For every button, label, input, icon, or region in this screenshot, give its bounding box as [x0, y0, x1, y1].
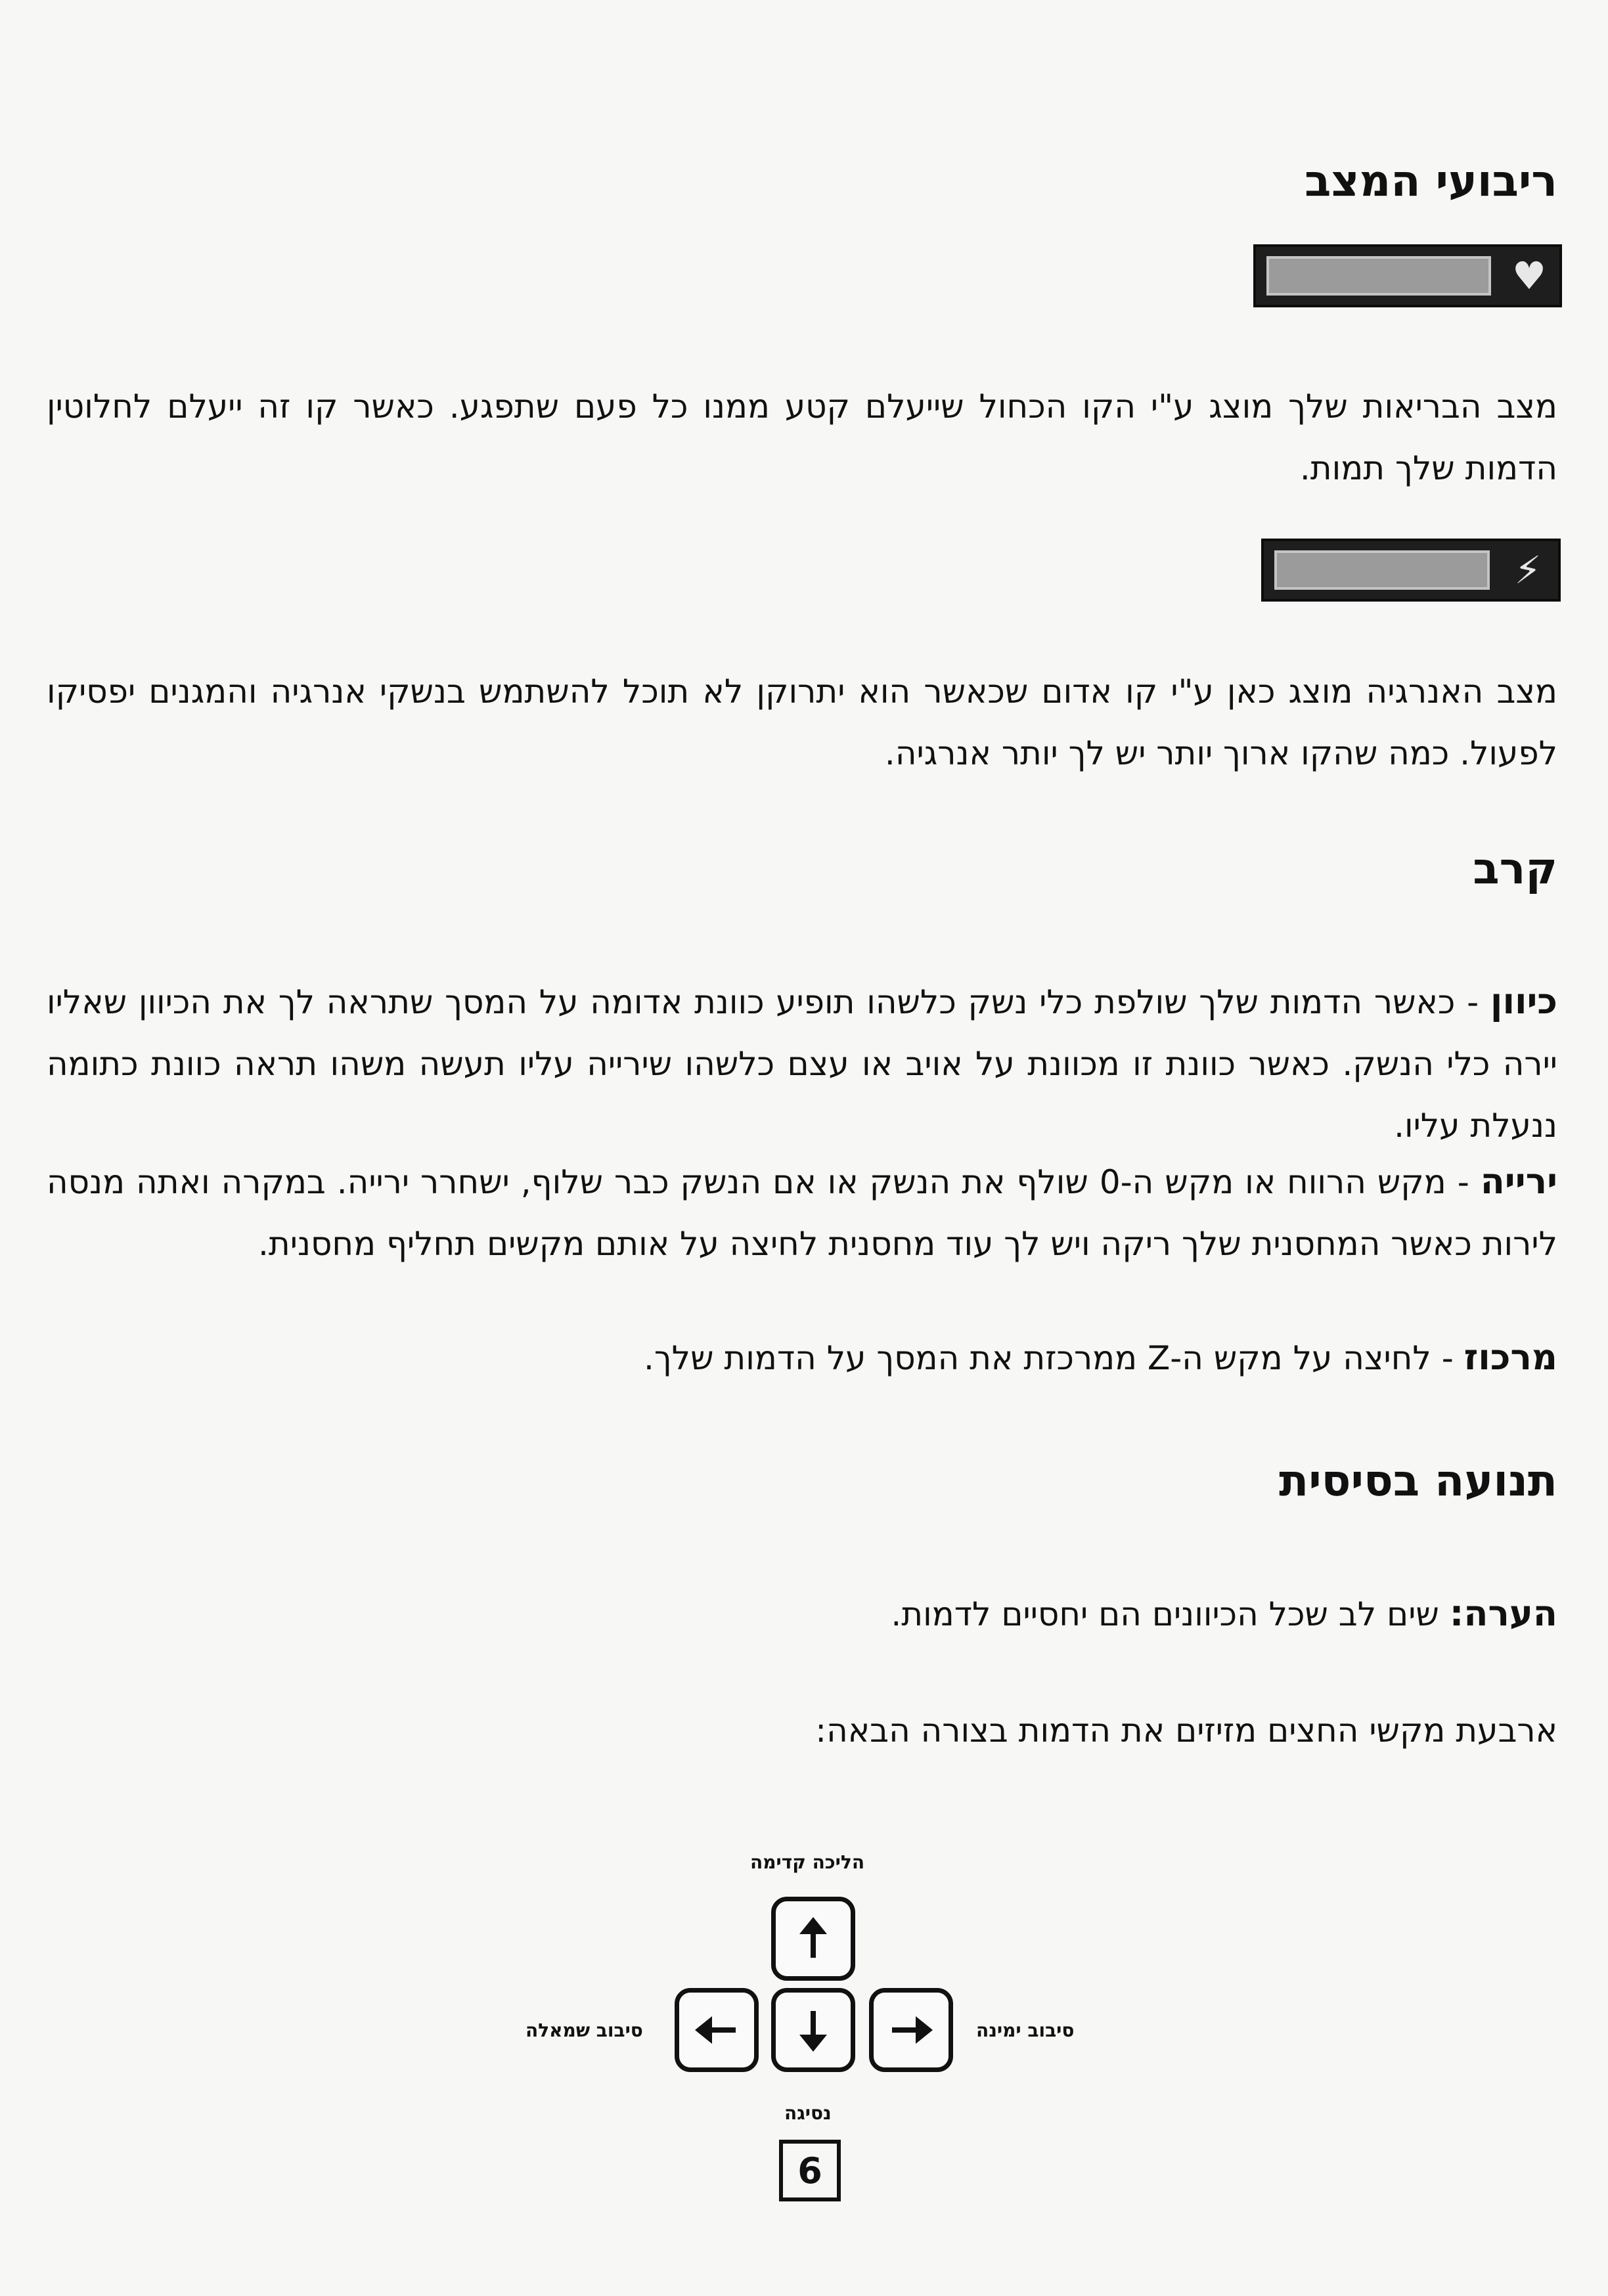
arrow-left-icon	[692, 2006, 741, 2054]
up-arrow-key	[771, 1897, 855, 1981]
aim-text: - כאשר הדמות שלך שולפת כלי נשק כלשהו תופיע כוונת אדומה על המסך שתראה לך את הכיוון שאליו יירה כלי הנשק. כאשר כוונת זו מכוונת על אויב או עצם כלשהו שירייה עליו תעשה משהו תראה כוונת כתומה ננעלת עליו.	[47, 983, 1557, 1145]
fire-label: ירייה	[1480, 1160, 1558, 1202]
heart-icon: ♥	[1512, 254, 1546, 298]
health-bar	[1253, 244, 1562, 307]
left-arrow-key	[675, 1988, 759, 2072]
section-heading-combat: קרב	[1473, 843, 1557, 894]
health-bar-track	[1266, 256, 1491, 296]
section-heading-status: ריבועי המצב	[1305, 156, 1557, 206]
energy-description: מצב האנרגיה מוצג כאן ע"י קו אדום שכאשר הוא יתרוקן לא תוכל להשתמש בנשקי אנרגיה והמגנים יפסיקו לפעול. כמה שהקו ארוך יותר יש לך יותר אנרגיה.	[47, 673, 1557, 772]
center-label: מרכוז	[1463, 1336, 1557, 1378]
note-label: הערה:	[1449, 1593, 1557, 1634]
aim-paragraph	[47, 971, 1557, 1157]
center-text: - לחיצה על מקש ה-Z ממרכזת את המסך על הדמות שלך.	[643, 1339, 1454, 1377]
aim-label: כיוון	[1490, 981, 1557, 1022]
key-label-forward: הליכה קדימה	[750, 1851, 865, 1873]
arrow-down-icon	[789, 2006, 838, 2054]
note-paragraph	[47, 1583, 1557, 1645]
key-label-turn-right: סיבוב ימינה	[976, 2020, 1075, 2041]
note-text: שים לב שכל הכיוונים הם יחסיים לדמות.	[891, 1595, 1439, 1633]
key-label-turn-left: סיבוב שמאלה	[525, 2020, 643, 2041]
key-label-retreat: נסיגה	[784, 2102, 832, 2124]
energy-bar	[1261, 539, 1561, 602]
section-heading-movement: תנועה בסיסית	[1279, 1455, 1557, 1506]
right-arrow-key	[869, 1988, 953, 2072]
lightning-icon: ⚡︎	[1514, 548, 1542, 592]
down-arrow-key	[771, 1988, 855, 2072]
arrow-keys-intro: ארבעת מקשי החצים מזיזים את הדמות בצורה הבאה:	[815, 1711, 1557, 1750]
arrow-right-icon	[887, 2006, 935, 2054]
energy-bar-track	[1274, 550, 1490, 590]
page-number: 6	[779, 2140, 841, 2201]
center-paragraph	[47, 1327, 1557, 1389]
arrow-up-icon	[789, 1914, 838, 1963]
energy-bar-fill	[1277, 553, 1487, 587]
health-description: מצב הבריאות שלך מוצג ע"י הקו הכחול שייעלם קטע ממנו כל פעם שתפגע. כאשר קו זה ייעלם לחלוטין הדמות שלך תמות.	[47, 387, 1557, 487]
fire-text: - מקש הרווח או מקש ה-0 שולף את הנשק או אם הנשק כבר שלוף, ישחרר ירייה. במקרה ואתה מנסה לירות כאשר המחסנית שלך ריקה ויש לך עוד מחסנית לחיצה על אותם מקשים תחליף מחסנית.	[47, 1163, 1557, 1263]
fire-paragraph	[47, 1151, 1557, 1275]
health-bar-fill	[1269, 259, 1488, 293]
